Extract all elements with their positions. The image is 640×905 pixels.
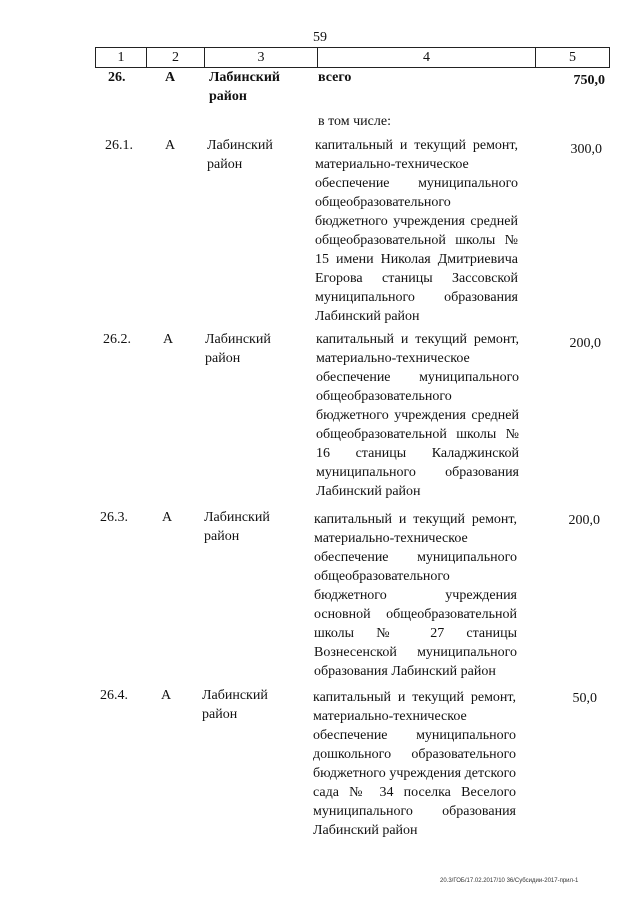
row-amount: 200,0 xyxy=(569,336,601,351)
row-category: А xyxy=(165,70,176,85)
footer-reference: 20.3/ГОБ/17.02.2017/10 36/Субсидии-2017-прил-1 xyxy=(440,878,579,884)
row-number: 26.4. xyxy=(100,688,128,703)
row-number: 26.2. xyxy=(103,332,131,347)
page-number: 59 xyxy=(313,30,327,45)
row-district: Лабинский район xyxy=(202,688,268,722)
row-number: 26.1. xyxy=(105,138,133,153)
row-category: А xyxy=(165,138,176,153)
header-col-4: 4 xyxy=(318,48,536,67)
row-number: 26. xyxy=(108,70,126,85)
header-col-2: 2 xyxy=(147,48,205,67)
including-label: в том числе: xyxy=(318,114,391,129)
row-description: капитальный и текущий ремонт, материально-техническое обеспечение муниципального общеобразовательного бюджетного учреждения средней общеобразовательной школы № 15 имени Николая Дмитриевича Егорова станицы Зассовской муниципального образования Лабинский район xyxy=(315,138,518,324)
row-category: А xyxy=(163,332,174,347)
row-amount: 200,0 xyxy=(568,513,600,528)
row-district: Лабинский район xyxy=(209,70,280,104)
row-description: капитальный и текущий ремонт, материально-техническое обеспечение муниципального общеобразовательного бюджетного учреждения средней общеобразовательной школы № 16 станицы Каладжинской муниципального образования Лабинский район xyxy=(316,332,519,499)
row-district: Лабинский район xyxy=(205,332,271,366)
row-amount: 750,0 xyxy=(573,73,605,88)
row-amount: 50,0 xyxy=(572,691,597,706)
row-description: капитальный и текущий ремонт, материально-техническое обеспечение муниципального дошкольного образовательного бюджетного учреждения детского сада № 34 поселка Веселого муниципального образования Лабинский район xyxy=(313,690,516,838)
row-category: А xyxy=(162,510,173,525)
header-col-1: 1 xyxy=(96,48,147,67)
row-district: Лабинский район xyxy=(204,510,270,544)
header-col-3: 3 xyxy=(205,48,318,67)
row-category: А xyxy=(161,688,172,703)
table-header xyxy=(95,47,610,68)
header-col-5: 5 xyxy=(569,50,576,65)
row-description: капитальный и текущий ремонт, материально-техническое обеспечение муниципального общеобразовательного бюджетного учреждения основной общеобразовательной школы № 27 станицы Вознесенской муниципального образования Лабинский район xyxy=(314,512,517,679)
row-description: всего xyxy=(318,70,352,85)
row-amount: 300,0 xyxy=(570,142,602,157)
row-number: 26.3. xyxy=(100,510,128,525)
row-district: Лабинский район xyxy=(207,138,273,172)
